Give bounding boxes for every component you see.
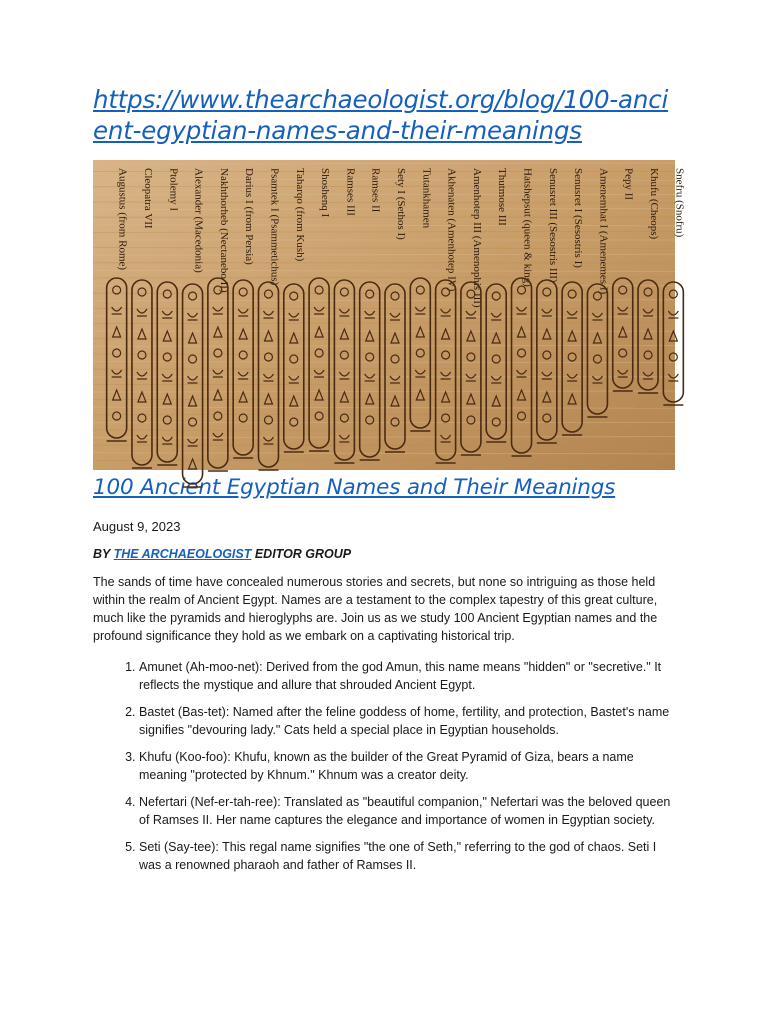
- pharaoh-label: Senusret III (Sesostris III): [546, 168, 559, 283]
- pharaoh-label: Ramses II: [369, 168, 382, 213]
- pharaoh-label: Sety I (Sethos I): [395, 168, 407, 240]
- pharaoh-label: Darius I (from Persia): [243, 168, 256, 265]
- pharaoh-label: Nakhthorheb (Nectanebo II): [217, 168, 230, 293]
- pharaoh-label: Ptolemy I: [167, 168, 180, 212]
- article-title-link[interactable]: 100 Ancient Egyptian Names and Their Meanings: [93, 475, 616, 500]
- list-item: 5. Seti (Say-tee): This regal name signifies "the one of Seth," referring to the god of chaos. Seti I was a renowned pharaoh and father of Ramses II.: [139, 838, 675, 874]
- hero-image-cartouches: [93, 160, 686, 470]
- pharaoh-label: Hatshepsut (queen & king): [521, 168, 534, 287]
- list-item: 3. Khufu (Koo-foo): Khufu, known as the builder of the Great Pyramid of Giza, bears a name meaning "protected by Khnum." Khnum was a creator deity.: [139, 748, 675, 784]
- publish-date: August 9, 2023: [93, 519, 181, 534]
- pharaoh-label: Augustus (from Rome): [116, 168, 129, 271]
- byline: [93, 546, 675, 563]
- source-url-link[interactable]: https://www.thearchaeologist.org/blog/100-ancient-egyptian-names-and-their-meanings: [93, 85, 669, 145]
- pharaoh-label: Thutmose III: [496, 168, 509, 226]
- pharaoh-label: Amenemhat I (Amenemes I): [597, 168, 610, 295]
- list-item: 4. Nefertari (Nef-er-tah-ree): Translated as "beautiful companion," Nefertari was the beloved queen of Ramses II. Her name captures the elegance and importance of women in Egyptian society.: [139, 793, 675, 829]
- document-page: [93, 84, 686, 883]
- pharaoh-label: Shoshenq I: [319, 168, 332, 218]
- byline-author-link[interactable]: THE ARCHAEOLOGIST: [113, 547, 252, 561]
- list-item: 2. Bastet (Bas-tet): Named after the feline goddess of home, fertility, and protection, Bastet's name signifies "devouring lady." Cats held a special place in Egyptian households.: [139, 703, 675, 739]
- pharaoh-label: Khufu (Cheops): [648, 168, 661, 240]
- pharaoh-label: Psamtek I (Psammetichus): [268, 168, 281, 286]
- pharaoh-label: Tutankhamen: [420, 168, 433, 229]
- pharaoh-label: Snefru (Snofru): [673, 168, 686, 238]
- pharaoh-label: Cleopatra VII: [141, 168, 154, 229]
- byline-prefix: BY: [93, 547, 114, 561]
- pharaoh-label: Senusret I (Sesostris I): [572, 168, 585, 268]
- pharaoh-label: Amenhotep III (Amenophis III): [470, 168, 483, 308]
- list-item: 1. Amunet (Ah-moo-net): Derived from the god Amun, this name means "hidden" or "secretive." It reflects the mystique and allure that shrouded Ancient Egypt.: [139, 658, 675, 694]
- pharaoh-label: Akhenaten (Amenhotep IV): [445, 168, 458, 292]
- names-list: [93, 658, 675, 874]
- papyrus-cartouche-illustration: [93, 160, 686, 470]
- pharaoh-label: Taharqo (from Kush): [293, 168, 306, 262]
- pharaoh-label: Pepy II: [622, 168, 635, 201]
- pharaoh-label: Alexander (Macedonia): [192, 168, 205, 273]
- byline-suffix: EDITOR GROUP: [251, 547, 352, 561]
- pharaoh-label: Ramses III: [344, 168, 357, 216]
- intro-paragraph: The sands of time have concealed numerous stories and secrets, but none so intriguing as those held within the realm of Ancient Egypt. Names are a testament to the complex tapestry of this great culture, much like the pyramids and hieroglyphs are. Join us as we study 100 Ancient Egyptian names and the profound significance they hold as we embark on a captivating historical trip.: [93, 575, 658, 643]
